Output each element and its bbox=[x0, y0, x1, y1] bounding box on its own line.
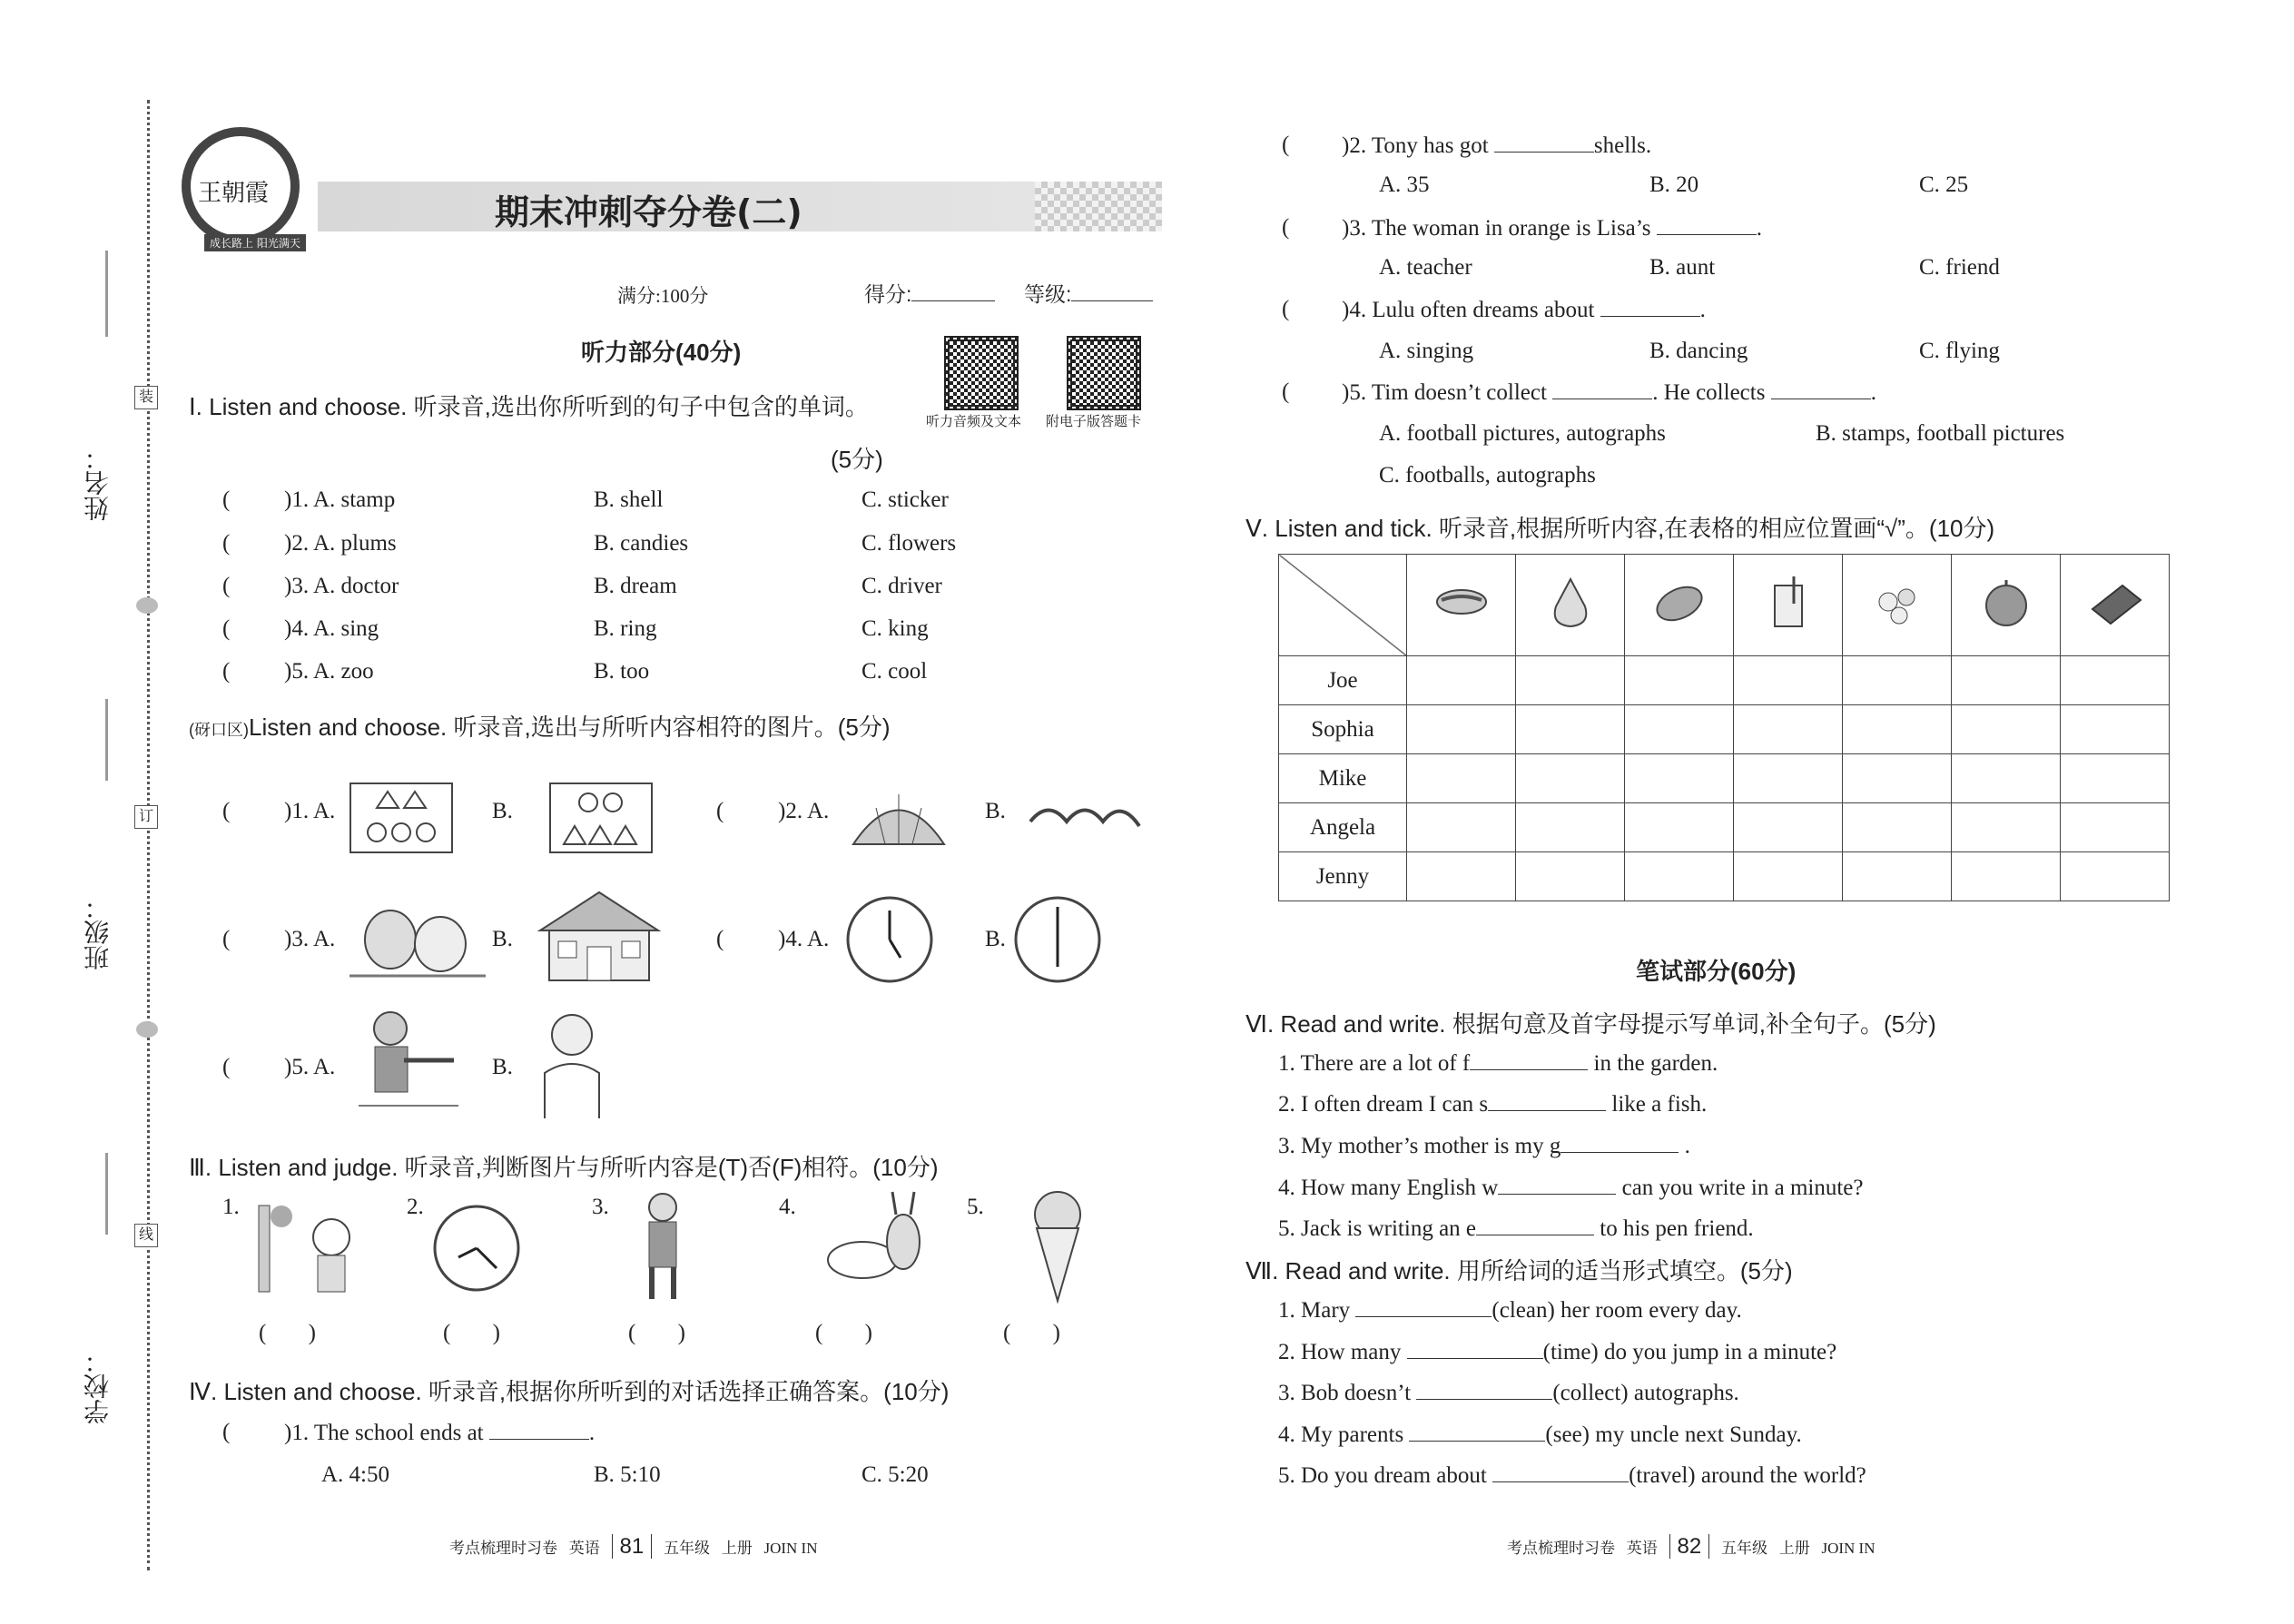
answer-blank[interactable] bbox=[1470, 1050, 1588, 1070]
section-heading: 听力部分(40分) bbox=[581, 339, 742, 366]
tick-cell[interactable] bbox=[1843, 852, 1952, 901]
picture-label: )3. A. bbox=[284, 927, 336, 951]
fill-in-item: 1. There are a lot of f in the garden. bbox=[1278, 1051, 1718, 1076]
answer-paren[interactable]: ( ) bbox=[259, 1321, 316, 1345]
answer-blank[interactable] bbox=[1498, 1175, 1616, 1195]
column-header bbox=[1516, 555, 1625, 656]
column-header bbox=[1843, 555, 1952, 656]
tick-cell[interactable] bbox=[1516, 852, 1625, 901]
picture-label: B. bbox=[985, 799, 1006, 823]
row-name: Mike bbox=[1279, 754, 1407, 803]
decor-icon bbox=[136, 597, 158, 614]
picture-label: )4. A. bbox=[778, 927, 830, 951]
option-c: C. 5:20 bbox=[861, 1462, 929, 1487]
answer-blank[interactable] bbox=[1561, 1133, 1679, 1153]
tick-cell[interactable] bbox=[1407, 705, 1516, 754]
tick-cell[interactable] bbox=[1516, 705, 1625, 754]
answer-paren[interactable]: ( bbox=[222, 487, 231, 512]
answer-blank[interactable] bbox=[1488, 1091, 1606, 1111]
question: )5. Tim doesn’t collect . He collects . bbox=[1342, 380, 1876, 405]
picture-label: B. bbox=[985, 927, 1006, 951]
fill-in-item: 1. Mary (clean) her room every day. bbox=[1278, 1298, 1742, 1323]
logo-slogan: 成长路上 阳光满天 bbox=[204, 234, 306, 251]
table-row bbox=[1279, 803, 2170, 852]
decor-icon bbox=[136, 1021, 158, 1038]
s1-title: Ⅰ. Listen and choose. 听录音,选出你所听到的句子中包含的单词。 bbox=[189, 393, 869, 420]
column-header bbox=[1625, 555, 1734, 656]
shrimps-image bbox=[1021, 794, 1148, 853]
tick-cell[interactable] bbox=[1625, 754, 1734, 803]
option-c: C. driver bbox=[861, 574, 942, 598]
tick-cell[interactable] bbox=[1625, 803, 1734, 852]
juice-icon bbox=[1761, 575, 1816, 629]
column-header bbox=[1734, 555, 1843, 656]
clock-image bbox=[431, 1203, 522, 1294]
option-c: C. sticker bbox=[861, 487, 949, 512]
option-b: B. 20 bbox=[1649, 172, 1699, 197]
fill-in-item: 5. Do you dream about (travel) around the world? bbox=[1278, 1463, 1866, 1488]
answer-blank[interactable] bbox=[1657, 215, 1757, 235]
tick-cell[interactable] bbox=[1734, 754, 1843, 803]
answer-paren[interactable]: ( ) bbox=[628, 1321, 685, 1345]
answer-paren[interactable]: ( bbox=[222, 574, 231, 598]
question: )2. Tony has got shells. bbox=[1342, 133, 1652, 158]
option-a: )4. A. sing bbox=[284, 616, 379, 641]
option-c: C. footballs, autographs bbox=[1379, 463, 1596, 487]
footer-right: 考点梳理时习卷 英语 82 五年级 上册 JOIN IN bbox=[1507, 1534, 1876, 1559]
answer-paren[interactable]: ( bbox=[716, 799, 724, 823]
answer-paren[interactable]: ( ) bbox=[815, 1321, 872, 1345]
answer-blank[interactable] bbox=[1407, 1339, 1543, 1359]
tick-cell[interactable] bbox=[1625, 852, 1734, 901]
column-header bbox=[1407, 555, 1516, 656]
row-name: Sophia bbox=[1279, 705, 1407, 754]
tick-cell[interactable] bbox=[1734, 656, 1843, 705]
table-corner bbox=[1279, 555, 1407, 656]
s5-title: Ⅴ. Listen and tick. 听录音,根据所听内容,在表格的相应位置画“√”。(10分) bbox=[1245, 515, 1995, 542]
fill-in-item: 4. How many English w can you write in a minute? bbox=[1278, 1176, 1864, 1200]
option-b: B. candies bbox=[594, 531, 689, 556]
grade-blank[interactable] bbox=[1071, 281, 1153, 301]
row-name: Jenny bbox=[1279, 852, 1407, 901]
answer-paren[interactable]: ( bbox=[1282, 379, 1290, 404]
picture-label: )2. A. bbox=[778, 799, 830, 823]
option-a: )3. A. doctor bbox=[284, 574, 399, 598]
picture-label: B. bbox=[492, 927, 513, 951]
tick-cell[interactable] bbox=[1843, 803, 1952, 852]
full-score: 满分:100分 bbox=[617, 285, 709, 307]
answer-paren[interactable]: ( bbox=[222, 659, 231, 684]
score-blank[interactable] bbox=[911, 281, 995, 301]
tick-cell[interactable] bbox=[1625, 705, 1734, 754]
tick-cell[interactable] bbox=[1407, 852, 1516, 901]
answer-blank[interactable] bbox=[1409, 1422, 1545, 1442]
section-heading: 笔试部分(60分) bbox=[1636, 958, 1797, 985]
police-officer-image bbox=[635, 1189, 690, 1303]
answer-blank[interactable] bbox=[1600, 297, 1700, 317]
picture-label: )5. A. bbox=[284, 1055, 336, 1079]
answer-paren[interactable]: ( bbox=[222, 927, 231, 951]
answer-paren[interactable]: ( bbox=[1282, 297, 1290, 321]
answer-blank[interactable] bbox=[1492, 1462, 1629, 1482]
table-row bbox=[1279, 656, 2170, 705]
tick-cell[interactable] bbox=[1516, 754, 1625, 803]
option-c: C. friend bbox=[1919, 255, 2000, 280]
table-row bbox=[1279, 705, 2170, 754]
tick-cell[interactable] bbox=[1952, 803, 2061, 852]
option-a: )1. A. stamp bbox=[284, 487, 396, 512]
class-label: 班级： bbox=[83, 894, 113, 970]
qr-code-audio[interactable] bbox=[944, 336, 1019, 410]
tick-cell[interactable] bbox=[1407, 754, 1516, 803]
option-b: B. ring bbox=[594, 616, 657, 641]
picture-label: B. bbox=[492, 1055, 513, 1079]
score-label: 得分: bbox=[864, 282, 912, 306]
question: )1. The school ends at . bbox=[284, 1421, 596, 1445]
option-a: )2. A. plums bbox=[284, 531, 397, 556]
dog-rabbit-image bbox=[822, 1187, 935, 1287]
answer-blank[interactable] bbox=[1494, 133, 1594, 153]
footer-left: 考点梳理时习卷 英语 81 五年级 上册 JOIN IN bbox=[449, 1534, 818, 1559]
item-number: 2. bbox=[407, 1195, 424, 1219]
answer-paren[interactable]: ( bbox=[222, 1055, 231, 1079]
tick-cell[interactable] bbox=[1516, 656, 1625, 705]
option-c: C. cool bbox=[861, 659, 928, 684]
option-a: A. football pictures, autographs bbox=[1379, 421, 1666, 446]
tick-cell[interactable] bbox=[1952, 754, 2061, 803]
clock-image bbox=[1012, 894, 1103, 985]
bread-icon bbox=[1652, 575, 1707, 629]
school-line bbox=[105, 1153, 108, 1235]
item-number: 4. bbox=[779, 1195, 796, 1219]
picture-label: )1. A. bbox=[284, 799, 336, 823]
option-c: C. flying bbox=[1919, 339, 2000, 363]
option-c: C. 25 bbox=[1919, 172, 1969, 197]
answer-paren[interactable]: ( bbox=[222, 799, 231, 823]
fill-in-item: 3. My mother’s mother is my g . bbox=[1278, 1134, 1690, 1158]
shapes-circles-triangles-image bbox=[549, 782, 654, 855]
house-image bbox=[531, 885, 667, 985]
page-number: 82 bbox=[1669, 1534, 1710, 1559]
pear-icon bbox=[1543, 575, 1598, 629]
answer-blank[interactable] bbox=[1771, 379, 1871, 399]
answer-paren[interactable]: ( bbox=[222, 616, 231, 641]
shell-image bbox=[844, 785, 953, 853]
answer-paren[interactable]: ( bbox=[222, 531, 231, 556]
answer-paren[interactable]: ( ) bbox=[443, 1321, 500, 1345]
s7-title: Ⅶ. Read and write. 用所给词的适当形式填空。(5分) bbox=[1245, 1257, 1793, 1284]
tick-cell[interactable] bbox=[1734, 803, 1843, 852]
name-label: 姓名： bbox=[83, 445, 113, 521]
option-b: B. shell bbox=[594, 487, 664, 512]
picture-label: B. bbox=[492, 799, 513, 823]
option-c: C. flowers bbox=[861, 531, 957, 556]
tick-cell[interactable] bbox=[2061, 705, 2170, 754]
tick-cell[interactable] bbox=[1952, 705, 2061, 754]
hot-dog-icon bbox=[1434, 575, 1489, 629]
cut-line bbox=[147, 100, 150, 1570]
answer-paren[interactable]: ( bbox=[222, 1420, 231, 1444]
s2-title: (砑口区)Listen and choose. 听录音,选出与所听内容相符的图片。(5分) bbox=[189, 714, 891, 741]
qr-code-answer[interactable] bbox=[1067, 336, 1141, 410]
qr-label: 听力音频及文本 bbox=[926, 415, 1022, 429]
tick-cell[interactable] bbox=[2061, 656, 2170, 705]
option-b: B. dream bbox=[594, 574, 677, 598]
tick-table bbox=[1278, 554, 2170, 901]
qr-label: 附电子版答题卡 bbox=[1046, 415, 1142, 429]
tick-cell[interactable] bbox=[1734, 705, 1843, 754]
tick-cell[interactable] bbox=[1843, 656, 1952, 705]
boy-basketball-image bbox=[241, 1196, 363, 1296]
fill-in-item: 3. Bob doesn’t (collect) autographs. bbox=[1278, 1381, 1739, 1405]
grade-label: 等级: bbox=[1024, 282, 1072, 306]
worker-drilling-image bbox=[350, 1006, 468, 1110]
checker-decor bbox=[1035, 182, 1162, 231]
dogs-image bbox=[350, 894, 486, 980]
table-row bbox=[1279, 754, 2170, 803]
s1-points: (5分) bbox=[831, 446, 883, 473]
option-a: A. 4:50 bbox=[321, 1462, 389, 1487]
option-c: C. king bbox=[861, 616, 929, 641]
option-b: B. 5:10 bbox=[594, 1462, 661, 1487]
school-label: 学校： bbox=[83, 1348, 113, 1424]
fill-in-item: 2. I often dream I can s like a fish. bbox=[1278, 1092, 1708, 1117]
fill-in-item: 2. How many (time) do you jump in a minute? bbox=[1278, 1340, 1837, 1364]
s4-title: Ⅳ. Listen and choose. 听录音,根据你所听到的对话选择正确答案。(10分) bbox=[189, 1378, 950, 1405]
answer-paren[interactable]: ( bbox=[716, 927, 724, 951]
answer-blank[interactable] bbox=[489, 1420, 589, 1440]
option-b: B. stamps, football pictures bbox=[1816, 421, 2065, 446]
tick-cell[interactable] bbox=[1952, 656, 2061, 705]
name-line bbox=[105, 251, 108, 337]
option-a: A. singing bbox=[1379, 339, 1474, 363]
tick-cell[interactable] bbox=[2061, 852, 2170, 901]
row-name: Joe bbox=[1279, 656, 1407, 705]
answer-blank[interactable] bbox=[1416, 1380, 1552, 1400]
option-a: )5. A. zoo bbox=[284, 659, 374, 684]
question: )4. Lulu often dreams about . bbox=[1342, 298, 1706, 322]
tick-cell[interactable] bbox=[1516, 803, 1625, 852]
tick-cell[interactable] bbox=[1625, 656, 1734, 705]
answer-paren[interactable]: ( bbox=[1282, 133, 1290, 157]
option-a: A. 35 bbox=[1379, 172, 1430, 197]
option-b: B. too bbox=[594, 659, 650, 684]
page-title: 期末冲刺夺分卷(二) bbox=[495, 192, 802, 232]
fill-in-item: 5. Jack is writing an e to his pen friend. bbox=[1278, 1216, 1754, 1241]
tick-cell[interactable] bbox=[2061, 803, 2170, 852]
candies-icon bbox=[1870, 575, 1925, 629]
tick-cell[interactable] bbox=[1952, 852, 2061, 901]
cut-mark: 装 bbox=[134, 386, 158, 409]
cut-mark: 订 bbox=[134, 805, 158, 829]
column-header bbox=[1952, 555, 2061, 656]
column-header bbox=[2061, 555, 2170, 656]
answer-blank[interactable] bbox=[1355, 1297, 1492, 1317]
ice-cream-image bbox=[1026, 1187, 1089, 1305]
table-row bbox=[1279, 852, 2170, 901]
option-b: B. aunt bbox=[1649, 255, 1716, 280]
clock-image bbox=[844, 894, 935, 985]
option-a: A. teacher bbox=[1379, 255, 1472, 280]
answer-blank[interactable] bbox=[1476, 1216, 1594, 1235]
option-b: B. dancing bbox=[1649, 339, 1748, 363]
tick-cell[interactable] bbox=[2061, 754, 2170, 803]
answer-paren[interactable]: ( ) bbox=[1003, 1321, 1060, 1345]
doctor-image bbox=[531, 1009, 613, 1118]
item-number: 3. bbox=[592, 1195, 609, 1219]
tick-cell[interactable] bbox=[1734, 852, 1843, 901]
tick-cell[interactable] bbox=[1407, 803, 1516, 852]
chocolate-icon bbox=[2088, 575, 2142, 629]
cut-mark: 线 bbox=[134, 1224, 158, 1247]
page-number: 81 bbox=[612, 1534, 653, 1559]
tick-cell[interactable] bbox=[1843, 705, 1952, 754]
item-number: 5. bbox=[967, 1195, 984, 1219]
class-line bbox=[105, 699, 108, 781]
answer-paren[interactable]: ( bbox=[1282, 215, 1290, 240]
item-number: 1. bbox=[222, 1195, 240, 1219]
tick-cell[interactable] bbox=[1407, 656, 1516, 705]
apple-icon bbox=[1979, 575, 2033, 629]
tick-cell[interactable] bbox=[1843, 754, 1952, 803]
fill-in-item: 4. My parents (see) my uncle next Sunday. bbox=[1278, 1422, 1802, 1447]
shapes-triangles-circles-image bbox=[350, 782, 454, 855]
s3-title: Ⅲ. Listen and judge. 听录音,判断图片与所听内容是(T)否(F)相符。(10分) bbox=[189, 1154, 939, 1181]
answer-blank[interactable] bbox=[1552, 379, 1652, 399]
question: )3. The woman in orange is Lisa’s . bbox=[1342, 216, 1762, 241]
s6-title: Ⅵ. Read and write. 根据句意及首字母提示写单词,补全句子。(5分) bbox=[1245, 1010, 1936, 1038]
logo: 王朝霞 bbox=[182, 127, 300, 245]
row-name: Angela bbox=[1279, 803, 1407, 852]
